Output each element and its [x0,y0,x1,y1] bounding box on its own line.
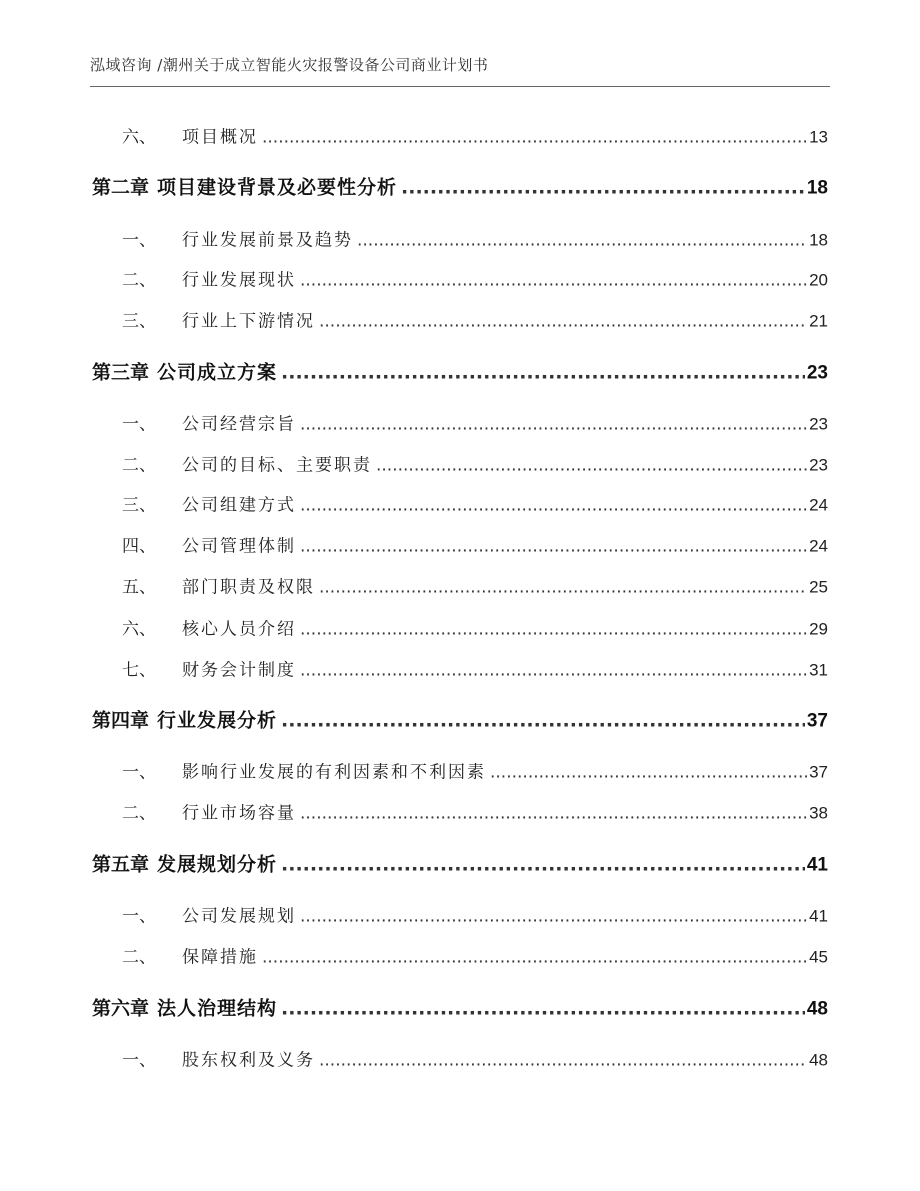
toc-leader-dots [281,998,805,1020]
toc-chapter-title: 发展规划分析 [157,853,278,876]
toc-entry-page: 24 [809,495,828,515]
toc-leader-dots [300,907,807,927]
toc-entry-number: 六、 [122,127,156,148]
toc-chapter-page: 37 [806,710,828,732]
toc-entry-number: 二、 [122,947,156,968]
toc-entry[interactable] [92,799,828,824]
toc-entry-title: 公司的目标、主要职责 [182,455,372,476]
toc-chapter-title: 项目建设背景及必要性分析 [157,176,398,199]
toc-entry[interactable] [92,656,828,681]
toc-entry-page: 13 [809,127,828,147]
toc-entry-title: 核心人员介绍 [182,619,296,640]
toc-entry[interactable] [92,266,828,291]
toc-entry-title: 行业上下游情况 [182,311,315,332]
toc-entry-number: 一、 [122,414,156,435]
toc-leader-dots [300,271,807,291]
toc-entry[interactable] [92,615,828,640]
toc-leader-dots [300,496,807,516]
toc-leader-dots [300,804,807,824]
toc-leader-dots [300,537,807,557]
toc-chapter[interactable] [92,850,828,877]
toc-chapter[interactable] [92,706,828,733]
toc-chapter[interactable] [92,358,828,385]
toc-entry-page: 37 [809,762,828,782]
toc-entry-number: 五、 [122,577,156,598]
toc-leader-dots [319,312,807,332]
toc-leader-dots [262,948,807,968]
toc-leader-dots [300,661,807,681]
toc-entry-title: 公司经营宗旨 [182,414,296,435]
toc-entry[interactable] [92,410,828,435]
toc-entry-page: 24 [809,536,828,556]
toc-entry-page: 23 [809,414,828,434]
toc-entry-number: 三、 [122,311,156,332]
toc-leader-dots [281,710,805,732]
toc-entry-title: 股东权利及义务 [182,1050,315,1071]
toc-entry-number: 六、 [122,619,156,640]
toc-leader-dots [300,415,807,435]
toc-entry-page: 41 [809,906,828,926]
toc-entry-page: 25 [809,577,828,597]
toc-entry-page: 48 [809,1050,828,1070]
toc-entry-number: 一、 [122,906,156,927]
toc-chapter-page: 23 [806,362,828,384]
toc-leader-dots [281,854,805,876]
toc-entry-title: 项目概况 [182,127,258,148]
toc-chapter-number: 第三章 [92,361,150,384]
toc-chapter-page: 18 [806,177,828,199]
toc-entry-number: 一、 [122,1050,156,1071]
toc-leader-dots [319,578,807,598]
toc-entry[interactable] [92,451,828,476]
toc-entry-number: 四、 [122,536,156,557]
toc-leader-dots [319,1051,807,1071]
toc-entry-number: 二、 [122,455,156,476]
toc-chapter-title: 公司成立方案 [157,361,278,384]
toc-entry[interactable] [92,1046,828,1071]
toc-entry-page: 23 [809,455,828,475]
toc-entry[interactable] [92,491,828,516]
toc-entry-number: 二、 [122,803,156,824]
toc-leader-dots [357,231,807,251]
toc-chapter-page: 41 [806,854,828,876]
toc-entry-title: 部门职责及权限 [182,577,315,598]
toc-entry[interactable] [92,226,828,251]
toc-entry-number: 三、 [122,495,156,516]
toc-entry[interactable] [92,307,828,332]
page-header: 泓域咨询 /潮州关于成立智能火灾报警设备公司商业计划书 [90,56,489,74]
toc-chapter-number: 第二章 [92,176,150,199]
toc-chapter-number: 第五章 [92,853,150,876]
toc-chapter-page: 48 [806,998,828,1020]
toc-chapter-title: 行业发展分析 [157,709,278,732]
toc-leader-dots [490,763,807,783]
toc-entry-page: 38 [809,803,828,823]
toc-entry-title: 保障措施 [182,947,258,968]
toc-entry-number: 一、 [122,762,156,783]
toc-entry-title: 行业发展前景及趋势 [182,230,353,251]
toc-entry-number: 一、 [122,230,156,251]
toc-entry-title: 影响行业发展的有利因素和不利因素 [182,762,486,783]
toc-entry[interactable] [92,573,828,598]
toc-entry-title: 公司管理体制 [182,536,296,557]
toc-leader-dots [262,128,807,148]
toc-chapter-number: 第六章 [92,997,150,1020]
toc-entry[interactable] [92,943,828,968]
toc-entry-number: 七、 [122,660,156,681]
toc-chapter[interactable] [92,994,828,1021]
toc-entry-number: 二、 [122,270,156,291]
toc-entry-page: 18 [809,230,828,250]
toc-entry-title: 公司组建方式 [182,495,296,516]
toc-entry-page: 21 [809,311,828,331]
toc-entry-title: 财务会计制度 [182,660,296,681]
toc-entry[interactable] [92,123,828,148]
toc-leader-dots [281,362,805,384]
toc-entry-page: 45 [809,947,828,967]
toc-entry-title: 公司发展规划 [182,906,296,927]
toc-entry-page: 20 [809,270,828,290]
toc-leader-dots [300,620,807,640]
toc-entry-title: 行业发展现状 [182,270,296,291]
toc-chapter-title: 法人治理结构 [157,997,278,1020]
toc-entry[interactable] [92,902,828,927]
toc-entry[interactable] [92,532,828,557]
toc-entry-page: 31 [809,660,828,680]
toc-entry-page: 29 [809,619,828,639]
toc-chapter[interactable] [92,173,828,200]
toc-chapter-number: 第四章 [92,709,150,732]
toc-entry[interactable] [92,758,828,783]
toc-entry-title: 行业市场容量 [182,803,296,824]
toc-leader-dots [401,177,805,199]
toc-leader-dots [376,456,807,476]
